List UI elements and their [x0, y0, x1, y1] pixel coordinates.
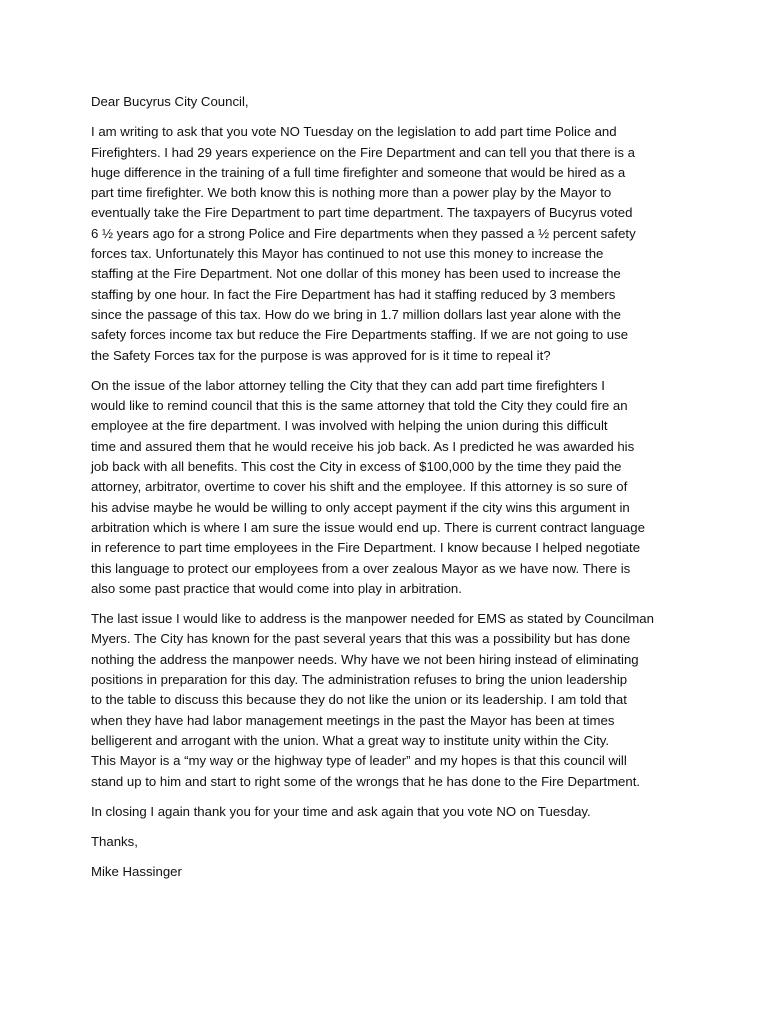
signoff: Thanks,: [91, 834, 138, 850]
text-line: the Safety Forces tax for the purpose is was approved for is it time to repeal it?: [91, 347, 551, 363]
text-line: On the issue of the labor attorney telling the City that they can add part time firefighters I: [91, 377, 605, 393]
text-line: his advise maybe he would be willing to only accept payment if the city wins this argument in: [91, 499, 630, 515]
salutation: Dear Bucyrus City Council,: [91, 94, 249, 109]
text-line: belligerent and arrogant with the union. What a great way to institute unity within the City.: [91, 732, 610, 748]
text-line: stand up to him and start to right some of the wrongs that he has done to the Fire Department.: [91, 773, 641, 789]
text-line: huge difference in the training of a full time firefighter and someone that would be hired as a: [91, 164, 626, 180]
text-line: this language to protect our employees from a over zealous Mayor as we have now. There is: [91, 560, 631, 576]
text-line: since the passage of this tax. How do we bring in 1.7 million dollars last year alone with the: [91, 306, 621, 322]
text-line: arbitration which is where I am sure the issue would end up. There is current contract language: [91, 519, 645, 535]
text-line: in reference to part time employees in the Fire Department. I know because I helped negotiate: [91, 540, 641, 556]
text-line: nothing the address the manpower needs. Why have we not been hiring instead of eliminating: [91, 651, 639, 667]
text-line: also some past practice that would come into play in arbitration.: [91, 580, 462, 596]
text-line: job back with all benefits. This cost the City in excess of $100,000 by the time they paid the: [91, 459, 622, 475]
text-line: time and assured them that he would receive his job back. As I predicted he was awarded his: [91, 438, 635, 454]
text-line: safety forces income tax but reduce the Fire Departments staffing. If we are not going to use: [91, 327, 629, 343]
paragraph-ems-manpower: [91, 609, 691, 792]
text-line: part time firefighter. We both know this is nothing more than a power play by the Mayor to: [91, 185, 612, 201]
text-line: staffing by one hour. In fact the Fire Department has had it staffing reduced by 3 members: [91, 286, 616, 302]
text-line: 6 ½ years ago for a strong Police and Fire departments when they passed a ½ percent safety: [91, 225, 636, 241]
text-line: This Mayor is a “my way or the highway type of leader” and my hopes is that this council will: [91, 753, 627, 769]
signature-name: Mike Hassinger: [91, 864, 182, 880]
text-line: employee at the fire department. I was involved with helping the union during this difficult: [91, 418, 608, 434]
text-line: The last issue I would like to address is the manpower needed for EMS as stated by Councilman: [91, 611, 654, 627]
text-line: would like to remind council that this is the same attorney that told the City they could fire an: [91, 398, 628, 414]
paragraph-fire-department-staffing: [91, 122, 691, 366]
text-line: Myers. The City has known for the past several years that this was a possibility but has done: [91, 631, 631, 647]
text-line: staffing at the Fire Department. Not one dollar of this money has been used to increase the: [91, 266, 621, 282]
text-line: I am writing to ask that you vote NO Tuesday on the legislation to add part time Police and: [91, 124, 617, 140]
text-line: attorney, arbitrator, overtime to cover his shift and the employee. If this attorney is so sure of: [91, 479, 628, 495]
text-line: eventually take the Fire Department to part time department. The taxpayers of Bucyrus voted: [91, 205, 633, 221]
text-line: to the table to discuss this because they do not like the union or its leadership. I am told that: [91, 692, 627, 708]
paragraph-closing: In closing I again thank you for your time and ask again that you vote NO on Tuesday.: [91, 803, 591, 819]
text-line: forces tax. Unfortunately this Mayor has continued to not use this money to increase the: [91, 246, 604, 262]
letter-body: [91, 92, 691, 893]
paragraph-labor-attorney: [91, 376, 691, 599]
text-line: Firefighters. I had 29 years experience on the Fire Department and can tell you that there is a: [91, 144, 635, 160]
text-line: positions in preparation for this day. The administration refuses to bring the union leadership: [91, 672, 628, 688]
text-line: when they have had labor management meetings in the past the Mayor has been at times: [91, 712, 615, 728]
